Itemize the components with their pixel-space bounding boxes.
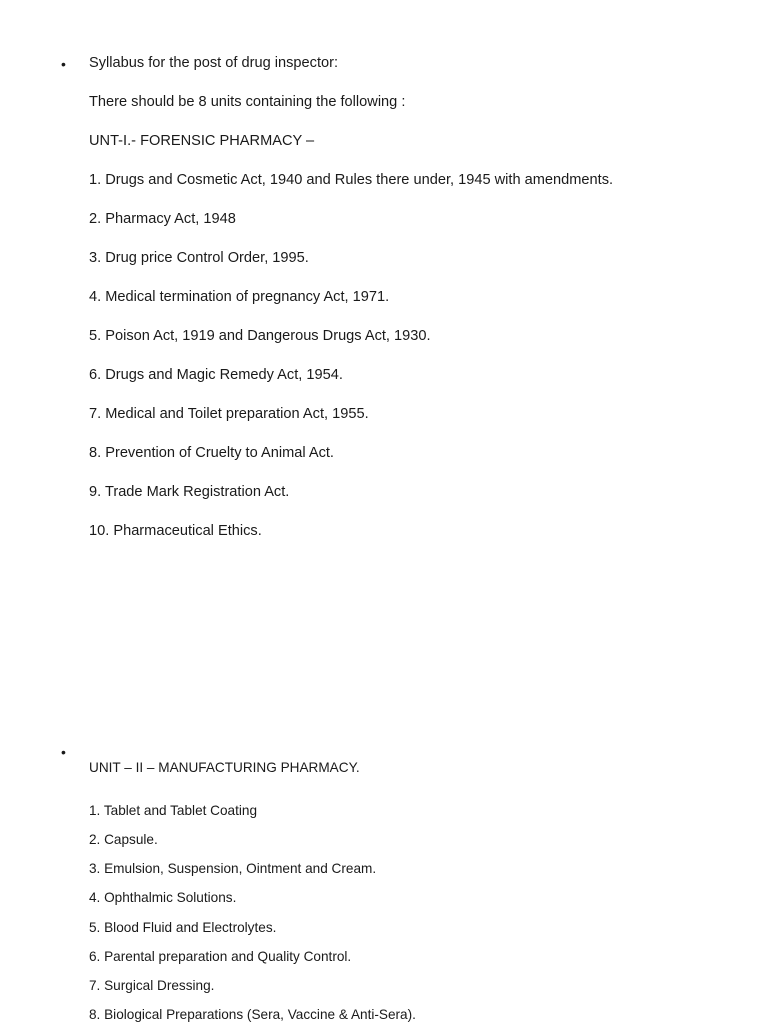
list-item: 5. Poison Act, 1919 and Dangerous Drugs Act, 1930. [89,328,431,344]
unit-1-heading: UNT-I.- FORENSIC PHARMACY – [89,133,315,149]
list-item: 6. Parental preparation and Quality Control. [89,949,352,964]
list-item: 1. Tablet and Tablet Coating [89,803,258,818]
unit-2-heading: UNIT – II – MANUFACTURING PHARMACY. [89,760,360,775]
bullet-marker: • [61,744,66,760]
list-item: 3. Drug price Control Order, 1995. [89,250,309,266]
list-item: 7. Surgical Dressing. [89,978,215,993]
bullet-marker: • [61,56,66,72]
list-item: 5. Blood Fluid and Electrolytes. [89,920,277,935]
list-item: 10. Pharmaceutical Ethics. [89,523,262,539]
list-item: 4. Medical termination of pregnancy Act, 1971. [89,289,390,305]
list-item: 8. Prevention of Cruelty to Animal Act. [89,445,334,461]
syllabus-title: Syllabus for the post of drug inspector: [89,55,339,71]
syllabus-intro: There should be 8 units containing the following : [89,94,406,110]
list-item: 9. Trade Mark Registration Act. [89,484,290,500]
list-item: 2. Pharmacy Act, 1948 [89,211,236,227]
list-item: 4. Ophthalmic Solutions. [89,890,237,905]
list-item: 8. Biological Preparations (Sera, Vaccine & Anti-Sera). [89,1007,416,1022]
list-item: 7. Medical and Toilet preparation Act, 1955. [89,406,369,422]
list-item: 2. Capsule. [89,832,158,847]
list-item: 3. Emulsion, Suspension, Ointment and Cream. [89,861,377,876]
list-item: 6. Drugs and Magic Remedy Act, 1954. [89,367,343,383]
list-item: 1. Drugs and Cosmetic Act, 1940 and Rules there under, 1945 with amendments. [89,172,614,188]
